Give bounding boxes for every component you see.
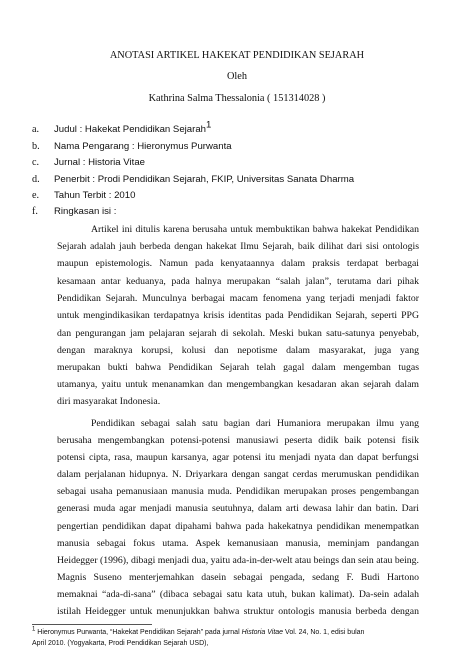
- body-line: Pendidikan Sejarah. Munculnya berbagai macam fenomena yang terjadi menjadi faktor: [57, 293, 419, 304]
- body-line: kesamaan antar keduanya, pada halnya merupakan “salah jalan”, terutama dari pihak: [57, 276, 419, 287]
- body-line: untuk mengindikasikan terdapatnya krisis identitas pada Pendidikan Sejarah, seperti PPG: [57, 310, 419, 321]
- meta-text: Nama Pengarang : Hieronymus Purwanta: [54, 141, 232, 152]
- body-line: utamanya, yaitu untuk menanamkan dan mengembangkan kesadaran akan sejarah dalam: [57, 379, 419, 390]
- list-marker: d.: [32, 174, 40, 185]
- body-line: Heidegger (1996), dibagi menjadi dua, yaitu ada-in-der-welt atau beings dan sein atau being.: [57, 555, 419, 566]
- meta-item-author: [32, 141, 232, 152]
- body-line: dalam perjalanan hidupnya. N. Driyarkara dengan sangat cerdas merumuskan pendidikan: [57, 469, 419, 480]
- body-line: Magnis Suseno menterjemahkan dasein sebagai pengada, sedang F. Budi Hartono: [57, 572, 419, 583]
- body-line: sebagai usaha pemanusiaan manusia muda. Pendidikan merupakan proses pengembangan: [57, 486, 419, 497]
- body-line: berusaha mengembangkan potensi-potensi manusiawi peserta didik baik potensi fisik: [57, 435, 419, 446]
- footnote-divider: [32, 624, 152, 625]
- body-line: Sejarah adalah jauh berbeda dengan hakekat Ilmu Sejarah, baik dilihat dari sisi ontologis: [57, 241, 419, 252]
- meta-item-publisher: [32, 174, 354, 185]
- meta-item-title: [32, 119, 212, 135]
- body-line: memaknai “ada-di-sana” (dibaca sebagai satu kata utuh, bukan kalimat). Da-sein adalah: [57, 589, 419, 600]
- footnote-text-tail: Vol. 24, No. 1, edisi bulan: [283, 629, 365, 636]
- list-marker: e.: [32, 190, 40, 201]
- author-line: Kathrina Salma Thessalonia ( 151314028 ): [148, 93, 326, 104]
- footnote-journal: Historia Vitae: [241, 629, 284, 636]
- body-line: generasi muda agar menjadi manusia seutuhnya, dalam arti dewasa lahir dan batin. Dari: [57, 503, 419, 514]
- footnote-line: April 2010. (Yogyakarta, Prodi Pendidikan Sejarah USD),: [32, 640, 209, 647]
- list-marker: f.: [32, 206, 38, 217]
- body-line: dan pengurangan jam pelajaran sejarah di sekolah. Meski bukan satu-satunya penyebab,: [57, 328, 419, 339]
- list-marker: a.: [32, 124, 40, 135]
- body-line: manusia sebagai fokus utama. Aspek kemanusiaan manusia, meminjam pandangan: [57, 538, 419, 549]
- body-line: potensi cipta, rasa, maupun karsanya, agar potensi itu menjadi nyata dan dapat berfungsi: [57, 452, 419, 463]
- meta-item-year: [32, 190, 135, 201]
- list-marker: b.: [32, 141, 40, 152]
- meta-text: Tahun Terbit : 2010: [54, 190, 136, 201]
- meta-text: Jurnal : Historia Vitae: [54, 157, 146, 168]
- footnote-text: Hieronymus Purwanta, “Hakekat Pendidikan Sejarah” pada jurnal: [35, 629, 242, 636]
- meta-item-summary: [32, 206, 116, 217]
- document-title: ANOTASI ARTIKEL HAKEKAT PENDIDIKAN SEJARAH: [109, 50, 365, 61]
- body-line: maupun epistemologis. Namun pada kenyataannya dalam praksis terdapat berbagai: [57, 258, 419, 269]
- footnote-marker: 1: [32, 626, 36, 633]
- meta-text: Ringkasan isi :: [54, 206, 117, 217]
- body-line: merupakan bukti bahwa Pendidikan Sejarah telah gagal dalam mengemban tugas: [57, 362, 419, 373]
- footnote-line: [32, 628, 452, 638]
- body-line: dengan maraknya korupsi, kolusi dan nepotisme dalam masyarakat, juga yang: [57, 345, 419, 356]
- body-line: pengertian pendidikan dapat dipahami bahwa pada hakekatnya pendidikan menempatkan: [57, 521, 419, 532]
- meta-text: Penerbit : Prodi Pendidikan Sejarah, FKIP, Universitas Sanata Dharma: [54, 174, 355, 185]
- body-line: diri masyarakat Indonesia.: [57, 396, 161, 407]
- body-line: Pendidikan sebagai salah satu bagian dari Humaniora merupakan ilmu yang: [91, 418, 419, 429]
- footnote-ref[interactable]: 1: [206, 119, 212, 131]
- body-line: istilah Heidegger untuk menunjukkan bahwa struktur ontologis manusia berbeda dengan: [57, 606, 419, 617]
- meta-item-journal: [32, 157, 145, 168]
- body-line: Artikel ini ditulis karena berusaha untuk membuktikan bahwa hakekat Pendidikan: [91, 224, 419, 235]
- byline-label: Oleh: [226, 71, 247, 82]
- list-marker: c.: [32, 157, 40, 168]
- meta-text: Judul : Hakekat Pendidikan Sejarah: [54, 124, 206, 135]
